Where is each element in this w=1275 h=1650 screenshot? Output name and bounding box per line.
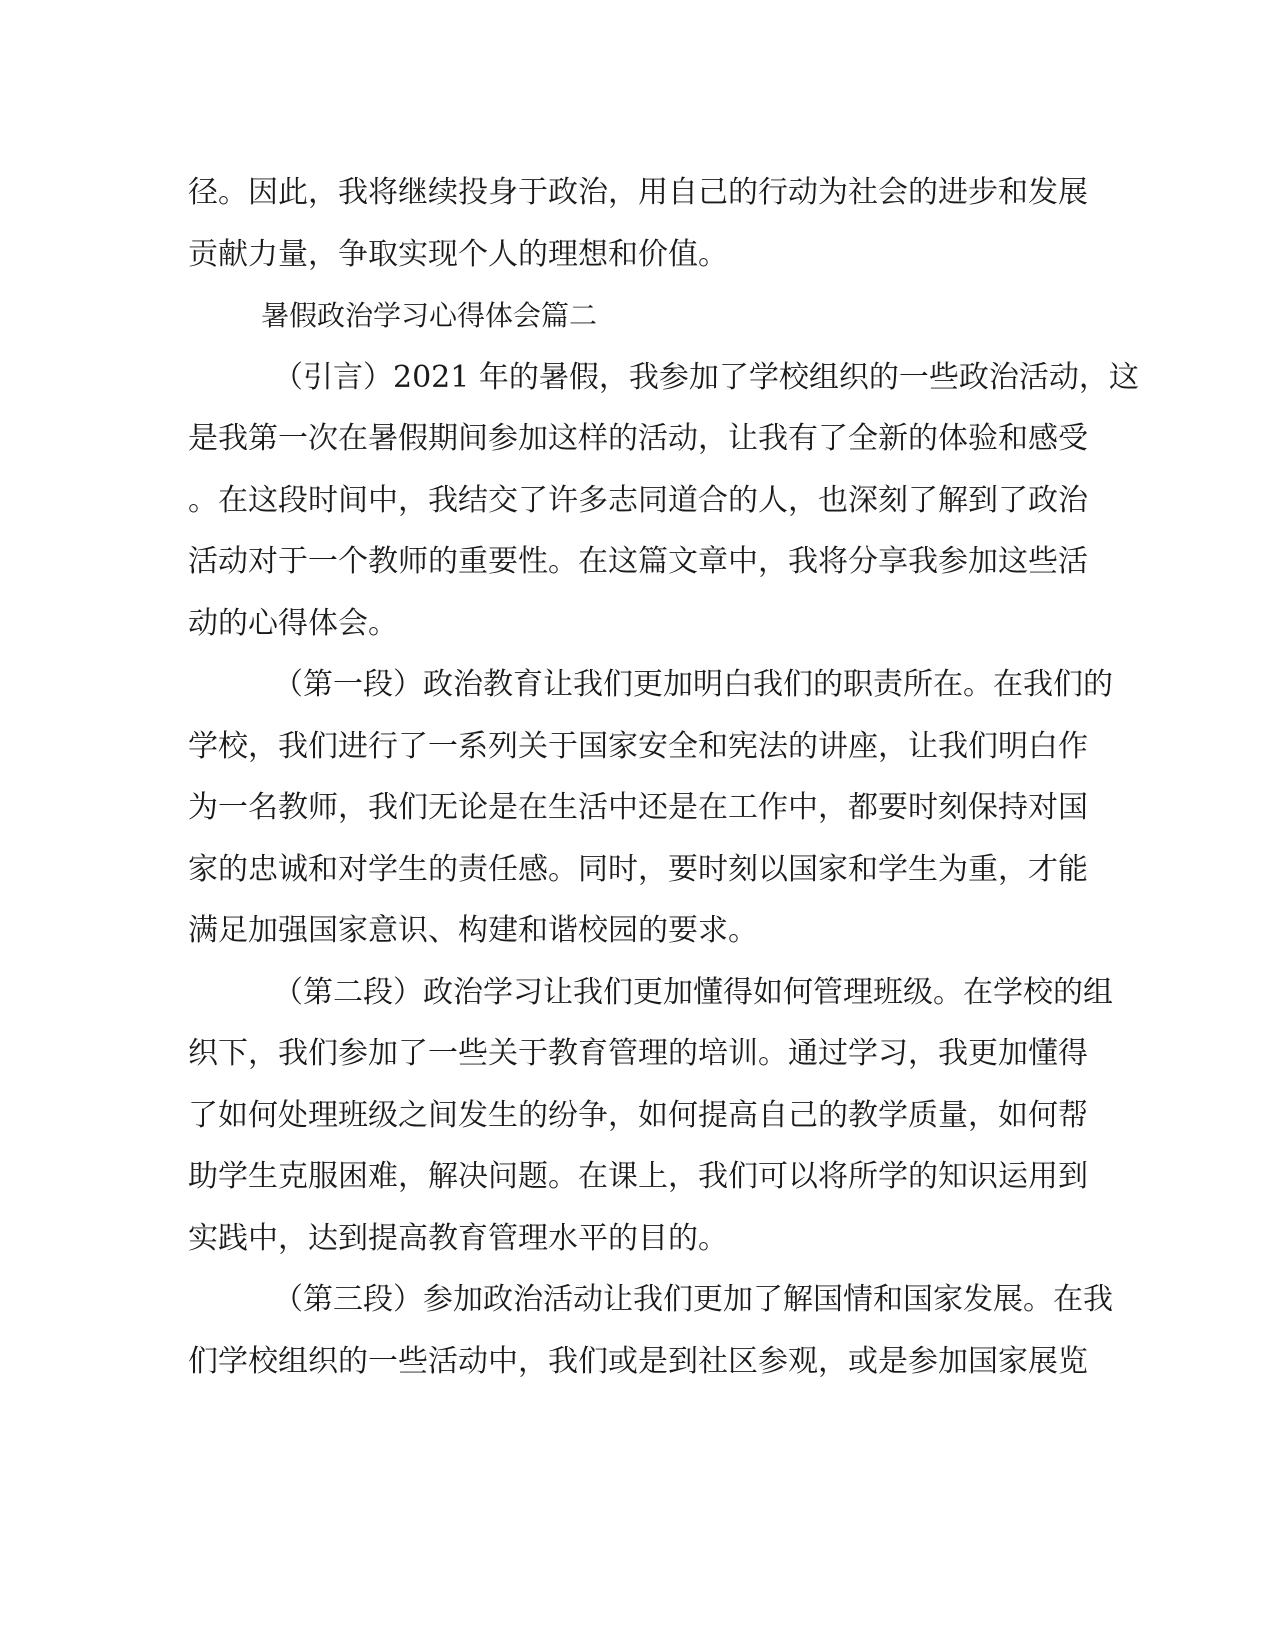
text-line: 活动对于一个教师的重要性。在这篇文章中，我将分享我参加这些活 — [188, 544, 1088, 579]
text-line: 贡献力量，争取实现个人的理想和价值。 — [188, 236, 728, 272]
text-line: 是我第一次在暑假期间参加这样的活动，让我有了全新的体验和感受 — [188, 421, 1088, 456]
text-line: 织下，我们参加了一些关于教育管理的培训。通过学习，我更加懂得 — [188, 1036, 1088, 1071]
paragraph-first-line: （第三段）参加政治活动让我们更加了解国情和国家发展。在我 — [273, 1282, 1113, 1317]
text-line: 助学生克服困难，解决问题。在课上，我们可以将所学的知识运用到 — [188, 1159, 1088, 1194]
text-line: 径。因此，我将继续投身于政治，用自己的行动为社会的进步和发展 — [188, 175, 1088, 210]
paragraph-first-line: （第二段）政治学习让我们更加懂得如何管理班级。在学校的组 — [273, 974, 1113, 1010]
text-line: 满足加强国家意识、构建和谐校园的要求。 — [188, 913, 758, 948]
text-line: 动的心得体会。 — [188, 605, 398, 641]
text-line: 实践中，达到提高教育管理水平的目的。 — [188, 1220, 728, 1256]
paragraph-first-line: （第一段）政治教育让我们更加明白我们的职责所在。在我们的 — [273, 667, 1113, 702]
text-line: 们学校组织的一些活动中，我们或是到社区参观，或是参加国家展览 — [188, 1343, 1088, 1379]
text-line: 为一名教师，我们无论是在生活中还是在工作中，都要时刻保持对国 — [188, 790, 1088, 825]
text-line: 学校，我们进行了一系列关于国家安全和宪法的讲座，让我们明白作 — [188, 728, 1088, 764]
document-body — [188, 162, 1139, 1392]
text-line: 。在这段时间中，我结交了许多志同道合的人，也深刻了解到了政治 — [188, 482, 1088, 518]
paragraph-first-line: （引言）2021 年的暑假，我参加了学校组织的一些政治活动，这 — [273, 359, 1139, 395]
text-line: 家的忠诚和对学生的责任感。同时，要时刻以国家和学生为重，才能 — [188, 851, 1088, 887]
text-line: 了如何处理班级之间发生的纷争，如何提高自己的教学质量，如何帮 — [188, 1097, 1088, 1133]
section-title: 暑假政治学习心得体会篇二 — [261, 299, 598, 332]
